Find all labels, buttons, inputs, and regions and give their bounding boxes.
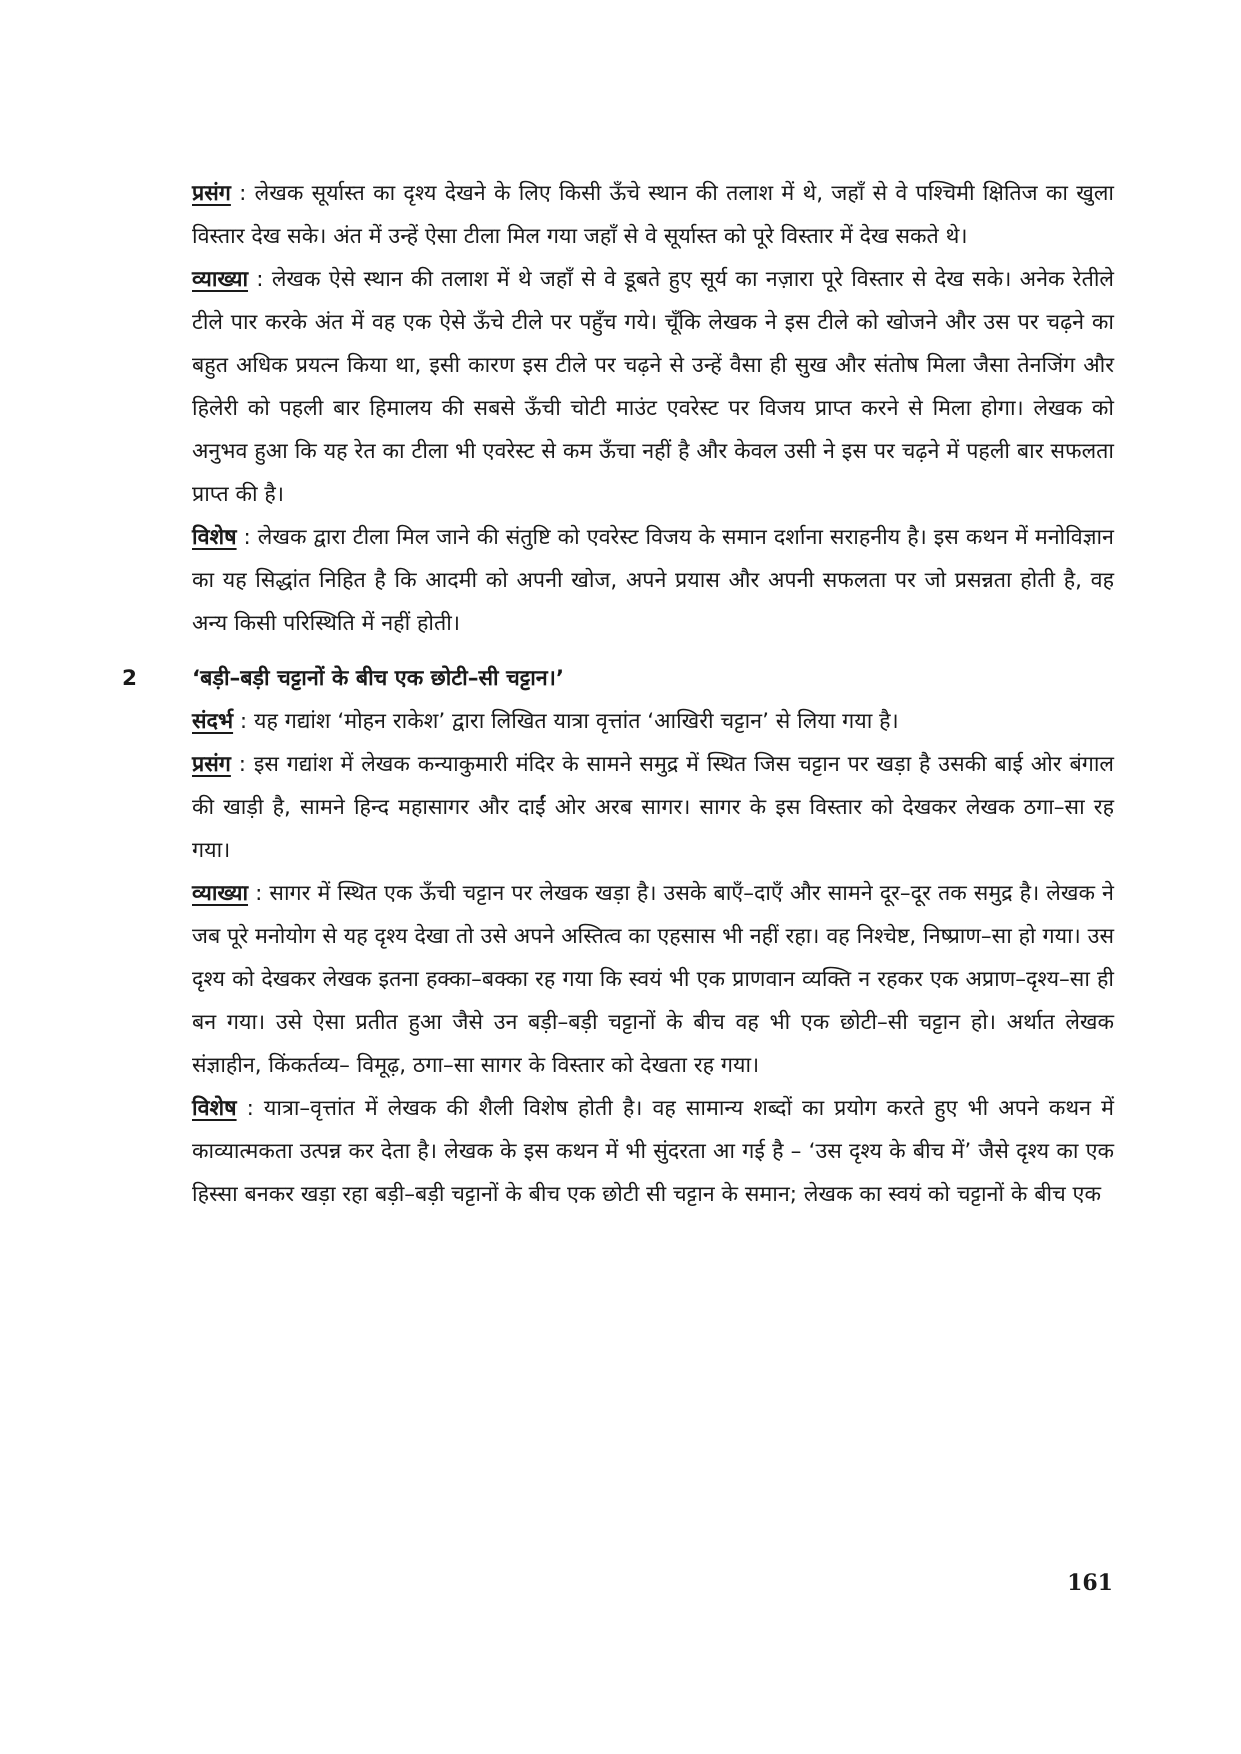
sandarbh-text-2: : यह गद्यांश ‘मोहन राकेश’ द्वारा लिखित यात्रा वृत्तांत ‘आखिरी चट्टान’ से लिया गया है। bbox=[233, 709, 899, 734]
question-text: ‘बड़ी–बड़ी चट्टानों के बीच एक छोटी–सी चट्टान।’ bbox=[192, 666, 565, 691]
vyakhya-text-2: : सागर में स्थित एक ऊँची चट्टान पर लेखक खड़ा है। उसके बाएँ–दाएँ और सामने दूर–दूर तक समुद्र है। लेखक ने जब पूरे मनोयोग से यह दृश्य देखा तो उसे अपने अस्तित्व का एहसास भी नहीं रहा। वह निश्चेष्ट, निष्प्राण–सा हो गया। उस दृश्य को देखकर लेखक इतना हक्का–बक्का रह गया कि स्वयं भी एक प्राणवान व्यक्ति न रहकर एक अप्राण–दृश्य–सा ही बन गया। उसे ऐसा प्रतीत हुआ जैसे उन बड़ी–बड़ी चट्टानों के बीच वह भी एक छोटी–सी चट्टान हो। अर्थात लेखक संज्ञाहीन, किंकर्तव्य– विमूढ़, ठगा–सा सागर के विस्तार को देखता रह गया। bbox=[192, 881, 1114, 1078]
question-number: 2 bbox=[122, 666, 137, 691]
vishesh-label-1: विशेष bbox=[192, 525, 237, 550]
prasang-text-2: : इस गद्यांश में लेखक कन्याकुमारी मंदिर के सामने समुद्र में स्थित जिस चट्टान पर खड़ा है उसकी बाई ओर बंगाल की खाड़ी है, सामने हिन्द महासागर और दाईं ओर अरब सागर। सागर के इस विस्तार को देखकर लेखक ठगा–सा रह गया। bbox=[192, 752, 1114, 863]
question-heading bbox=[122, 657, 1114, 700]
vyakhya-label-1: व्याख्या bbox=[192, 267, 249, 292]
vishesh-paragraph-2 bbox=[192, 1087, 1114, 1216]
vishesh-label-2: विशेष bbox=[192, 1096, 237, 1121]
prasang-label-1: प्रसंग bbox=[192, 181, 231, 206]
vishesh-text-2: : यात्रा–वृत्तांत में लेखक की शैली विशेष होती है। वह सामान्य शब्दों का प्रयोग करते हुए भी अपने कथन में काव्यात्मकता उत्पन्न कर देता है। लेखक के इस कथन में भी सुंदरता आ गई है – ‘उस दृश्य के बीच में’ जैसे दृश्य का एक हिस्सा बनकर खड़ा रहा बड़ी–बड़ी चट्टानों के बीच एक छोटी सी चट्टान के समान; लेखक का स्वयं को चट्टानों के बीच एक bbox=[192, 1096, 1114, 1207]
prasang-label-2: प्रसंग bbox=[192, 752, 231, 777]
vyakhya-paragraph-1 bbox=[192, 258, 1114, 516]
prasang-text-1: : लेखक सूर्यास्त का दृश्य देखने के लिए किसी ऊँचे स्थान की तलाश में थे, जहाँ से वे पश्चिमी क्षितिज का खुला विस्तार देख सके। अंत में उन्हें ऐसा टीला मिल गया जहाँ से वे सूर्यास्त को पूरे विस्तार में देख सकते थे। bbox=[192, 181, 1114, 249]
vyakhya-paragraph-2 bbox=[192, 872, 1114, 1087]
page-content bbox=[122, 172, 1114, 1216]
vishesh-text-1: : लेखक द्वारा टीला मिल जाने की संतुष्टि को एवरेस्ट विजय के समान दर्शाना सराहनीय है। इस कथन में मनोविज्ञान का यह सिद्धांत निहित है कि आदमी को अपनी खोज, अपने प्रयास और अपनी सफलता पर जो प्रसन्नता होती है, वह अन्य किसी परिस्थिति में नहीं होती। bbox=[192, 525, 1114, 636]
page-number: 161 bbox=[1067, 1570, 1113, 1596]
vishesh-paragraph-1 bbox=[192, 516, 1114, 645]
vyakhya-label-2: व्याख्या bbox=[192, 881, 249, 906]
vyakhya-text-1: : लेखक ऐसे स्थान की तलाश में थे जहाँ से वे डूबते हुए सूर्य का नज़ारा पूरे विस्तार से देख सके। अनेक रेतीले टीले पार करके अंत में वह एक ऐसे ऊँचे टीले पर पहुँच गये। चूँकि लेखक ने इस टीले को खोजने और उस पर चढ़ने का बहुत अधिक प्रयत्न किया था, इसी कारण इस टीले पर चढ़ने से उन्हें वैसा ही सुख और संतोष मिला जैसा तेनजिंग और हिलेरी को पहली बार हिमालय की सबसे ऊँची चोटी माउंट एवरेस्ट पर विजय प्राप्त करने से मिला होगा। लेखक को अनुभव हुआ कि यह रेत का टीला भी एवरेस्ट से कम ऊँचा नहीं है और केवल उसी ने इस पर चढ़ने में पहली बार सफलता प्राप्त की है। bbox=[192, 267, 1114, 507]
sandarbh-label-2: संदर्भ bbox=[192, 709, 234, 734]
prasang-paragraph-2 bbox=[192, 743, 1114, 872]
sandarbh-paragraph-2 bbox=[192, 700, 1114, 743]
prasang-paragraph-1 bbox=[192, 172, 1114, 258]
